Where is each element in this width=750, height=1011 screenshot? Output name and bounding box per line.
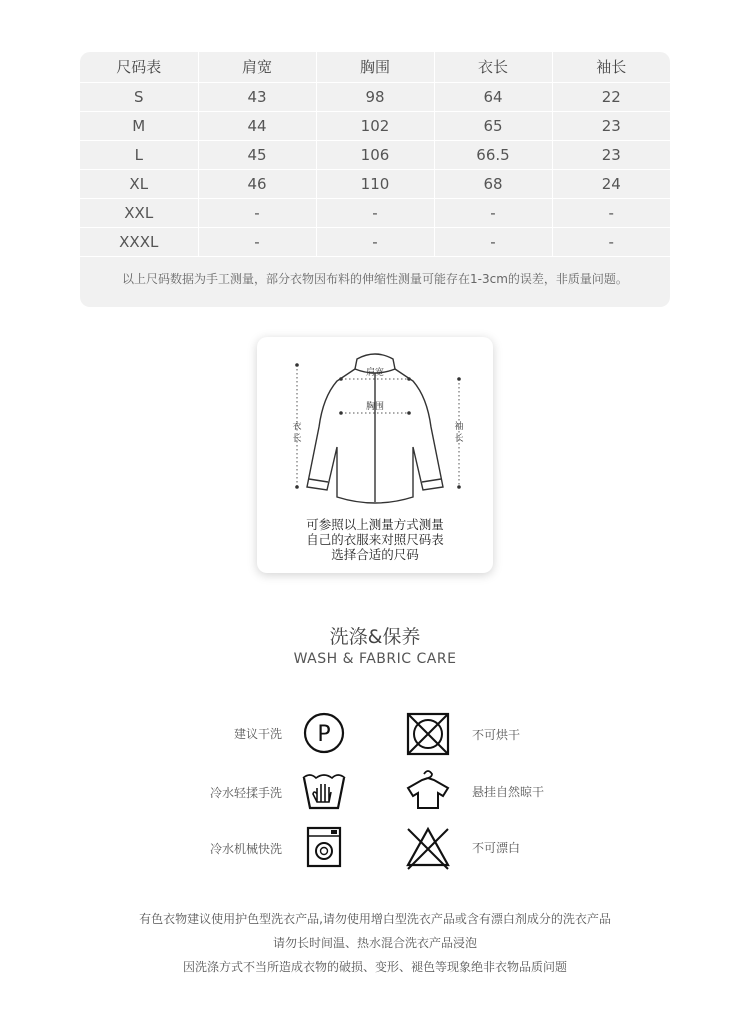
table-row	[80, 111, 670, 140]
instruction-line: 自己的衣服来对照尺码表	[306, 532, 444, 547]
care-label-hand-wash: 冷水轻揉手洗	[209, 786, 282, 800]
table-cell: 23	[552, 111, 670, 140]
table-cell: M	[80, 111, 198, 140]
care-title: 洗涤&保养	[329, 626, 421, 648]
svg-text:长: 长	[292, 434, 302, 444]
care-subtitle: WASH & FABRIC CARE	[293, 651, 457, 667]
table-cell: XXL	[80, 198, 198, 227]
table-cell: XXXL	[80, 227, 198, 256]
table-cell: 102	[316, 111, 434, 140]
header-sleeve: 袖长	[552, 52, 670, 82]
table-cell: -	[316, 227, 434, 256]
svg-text:衣: 衣	[292, 422, 302, 432]
hang-dry-icon	[404, 766, 452, 816]
table-cell: 106	[316, 140, 434, 169]
washing-machine-icon	[306, 826, 342, 872]
table-row	[80, 198, 670, 227]
table-cell: -	[198, 227, 316, 256]
header-shoulder: 肩宽	[198, 52, 316, 82]
table-cell: 64	[434, 82, 552, 111]
chest-label: 胸围	[365, 402, 385, 412]
svg-text:长: 长	[454, 434, 464, 444]
table-cell: 23	[552, 140, 670, 169]
shoulder-label: 肩宽	[365, 368, 385, 378]
care-label-no-bleach: 不可漂白	[472, 841, 521, 855]
table-cell: 45	[198, 140, 316, 169]
footer-note: 请勿长时间温、热水混合洗衣产品浸泡	[272, 936, 477, 950]
size-table	[80, 52, 670, 257]
table-cell: 110	[316, 169, 434, 198]
table-row	[80, 227, 670, 256]
table-cell: 66.5	[434, 140, 552, 169]
header-size: 尺码表	[80, 52, 198, 82]
instruction-line: 选择合适的尺码	[331, 547, 419, 562]
table-cell: 98	[316, 82, 434, 111]
table-cell: 44	[198, 111, 316, 140]
footer-note: 有色衣物建议使用护色型洗衣产品,请勿使用增白型洗衣产品或含有漂白剂成分的洗衣产品	[139, 912, 611, 926]
table-row	[80, 82, 670, 111]
footer-note: 因洗涤方式不当所造成衣物的破损、变形、褪色等现象绝非衣物品质问题	[182, 960, 567, 974]
hand-wash-icon	[300, 768, 348, 816]
measurement-guide-card	[257, 337, 493, 573]
care-label-no-tumble-dry: 不可烘干	[472, 728, 521, 742]
instruction-line: 可参照以上测量方式测量	[306, 517, 444, 532]
table-cell: 22	[552, 82, 670, 111]
table-cell: 24	[552, 169, 670, 198]
no-bleach-icon	[404, 823, 452, 875]
care-label-dry-clean: 建议干洗	[233, 727, 282, 741]
table-cell: -	[552, 227, 670, 256]
table-cell: -	[552, 198, 670, 227]
size-chart-card	[80, 52, 670, 307]
table-cell: XL	[80, 169, 198, 198]
table-cell: 68	[434, 169, 552, 198]
table-cell: -	[316, 198, 434, 227]
table-row	[80, 169, 670, 198]
table-cell: 43	[198, 82, 316, 111]
svg-text:袖: 袖	[454, 422, 464, 432]
size-note: 以上尺码数据为手工测量，部分衣物因布料的伸缩性测量可能存在1-3cm的误差，非质量问题。	[122, 272, 628, 286]
header-chest: 胸围	[316, 52, 434, 82]
table-cell: -	[434, 227, 552, 256]
table-cell: S	[80, 82, 198, 111]
table-cell: 65	[434, 111, 552, 140]
dry-clean-p-icon	[302, 711, 346, 759]
length-label	[292, 420, 301, 444]
size-table-header-row	[80, 52, 670, 82]
care-label-machine-wash: 冷水机械快洗	[209, 842, 282, 856]
table-cell: -	[198, 198, 316, 227]
table-cell: 46	[198, 169, 316, 198]
measurement-instructions	[257, 517, 493, 562]
table-cell: -	[434, 198, 552, 227]
table-cell: L	[80, 140, 198, 169]
svg-text:P: P	[317, 722, 331, 747]
no-tumble-dry-icon	[406, 712, 450, 760]
care-label-hang-dry: 悬挂自然晾干	[472, 785, 545, 799]
table-row	[80, 140, 670, 169]
header-length: 衣长	[434, 52, 552, 82]
